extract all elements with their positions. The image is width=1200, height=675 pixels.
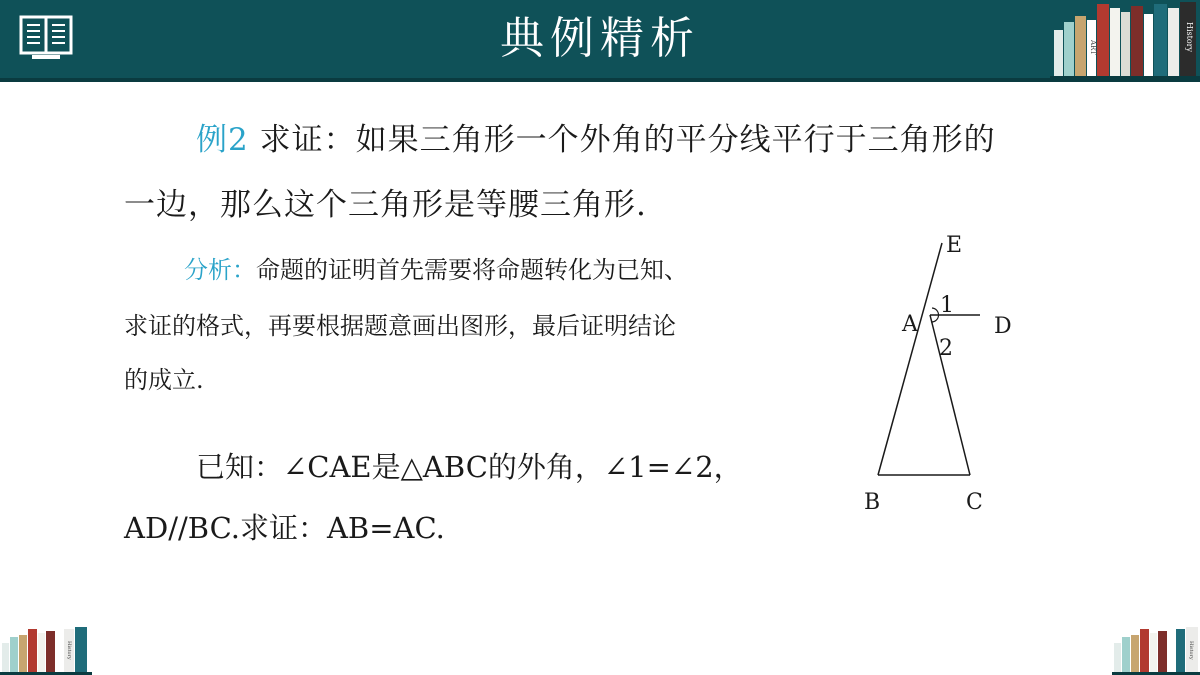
label-angle-2: 2 xyxy=(939,336,953,361)
book-spine-history: History xyxy=(66,641,72,660)
label-d: D xyxy=(994,314,1012,339)
given-line-1: 已知：∠CAE是△ABC的外角，∠1=∠2， xyxy=(196,450,743,484)
line-eb xyxy=(878,243,942,475)
header-divider xyxy=(0,78,1200,82)
example-line-1 xyxy=(196,118,996,162)
analysis-line-1 xyxy=(184,252,688,288)
label-angle-1: 1 xyxy=(940,293,954,318)
example-line-2: 一边，那么这个三角形是等腰三角形. xyxy=(124,187,647,223)
label-e: E xyxy=(946,233,963,258)
analysis-label: 分析： xyxy=(184,256,256,284)
book-spine-art: ART xyxy=(1089,40,1097,55)
triangle-figure xyxy=(850,225,1030,520)
label-a: A xyxy=(902,312,918,337)
label-b: B xyxy=(864,490,881,515)
bookshelf-illustration xyxy=(1050,0,1200,80)
bookshelf-bottom-right xyxy=(1112,627,1200,675)
example-tag: 例2 xyxy=(196,122,249,158)
page-title: 典例精析 xyxy=(500,13,700,64)
analysis-line-2: 求证的格式，再要根据题意画出图形，最后证明结论 xyxy=(124,312,676,340)
example-statement-1: 求证：如果三角形一个外角的平分线平行于三角形的 xyxy=(248,122,996,158)
analysis-line-3: 的成立. xyxy=(124,366,204,394)
book-spine-history: History xyxy=(1188,641,1194,660)
book-spine-history: History xyxy=(1185,22,1194,53)
analysis-text-1: 命题的证明首先需要将命题转化为已知、 xyxy=(256,256,688,284)
label-c: C xyxy=(966,490,983,515)
bookshelf-bottom-left xyxy=(0,627,92,675)
given-line-2: AD//BC.求证：AB=AC. xyxy=(124,511,445,545)
